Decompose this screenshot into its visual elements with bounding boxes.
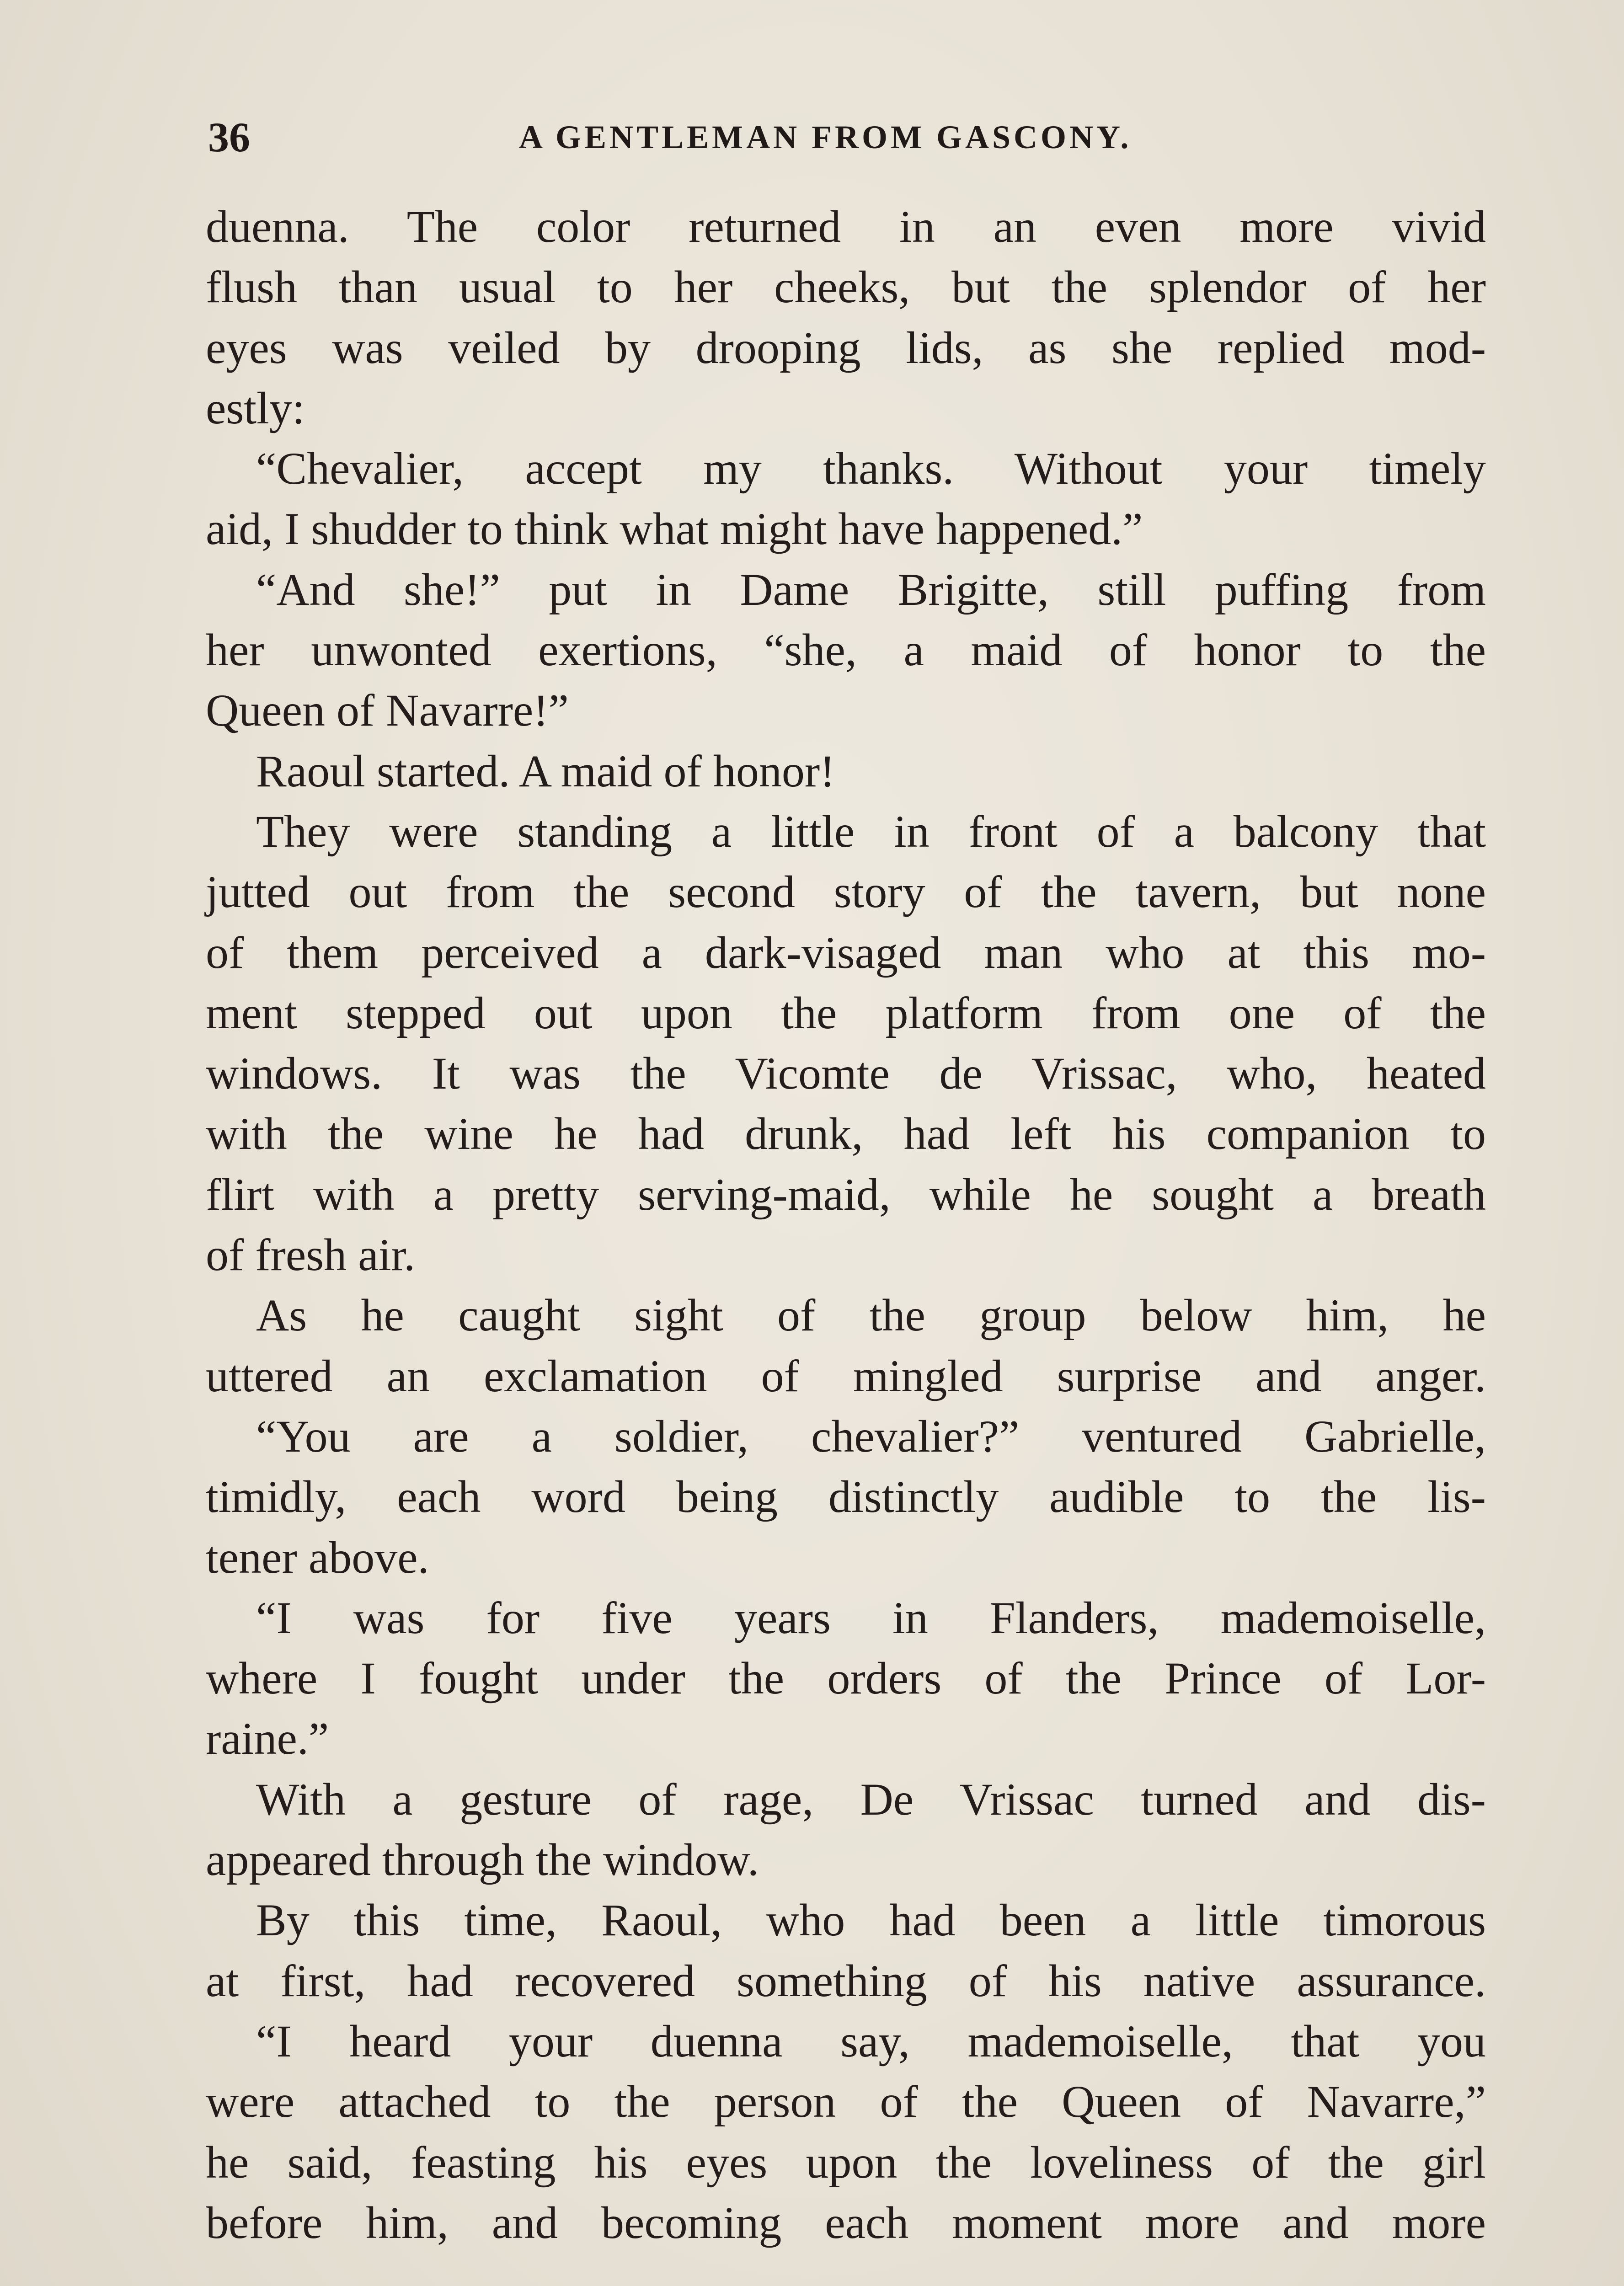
page-header — [208, 103, 1488, 171]
text-line: with the wine he had drunk, had left his companion to — [206, 1108, 1486, 1159]
text-line: flirt with a pretty serving-maid, while he sought a breath — [206, 1169, 1486, 1220]
text-line: By this time, Raoul, who had been a little timorous — [256, 1895, 1486, 1946]
text-line: estly: — [206, 382, 305, 433]
text-line: “You are a soldier, chevalier?” ventured Gabrielle, — [256, 1410, 1486, 1462]
text-line: Queen of Navarre!” — [206, 685, 569, 736]
text-line: “I was for five years in Flanders, mademoiselle, — [256, 1592, 1486, 1643]
text-line: “I heard your duenna say, mademoiselle, that you — [256, 2015, 1486, 2067]
running-head: A GENTLEMAN FROM GASCONY. — [519, 119, 1132, 155]
text-line: They were standing a little in front of a balcony that — [256, 806, 1486, 857]
text-line: eyes was veiled by drooping lids, as she replied mod- — [206, 322, 1486, 373]
text-line: aid, I shudder to think what might have happened.” — [206, 503, 1143, 555]
text-line: uttered an exclamation of mingled surprise and anger. — [206, 1350, 1486, 1401]
text-line: of fresh air. — [206, 1229, 416, 1281]
text-line: of them perceived a dark-visaged man who at this mo- — [206, 927, 1486, 978]
text-line: jutted out from the second story of the tavern, but none — [206, 866, 1486, 918]
text-line: Raoul started. A maid of honor! — [256, 745, 835, 796]
text-line: flush than usual to her cheeks, but the splendor of her — [206, 262, 1486, 313]
text-line: were attached to the person of the Queen of Navarre,” — [206, 2076, 1486, 2127]
text-line: he said, feasting his eyes upon the loveliness of the girl — [206, 2136, 1486, 2188]
text-line: tener above. — [206, 1532, 429, 1583]
text-line: her unwonted exertions, “she, a maid of honor to the — [206, 625, 1486, 676]
text-line: “And she!” put in Dame Brigitte, still puffing from — [256, 564, 1486, 615]
text-line: before him, and becoming each moment more and more — [206, 2197, 1486, 2248]
body-text — [206, 197, 1486, 2253]
text-line: duenna. The color returned in an even more vivid — [206, 201, 1486, 252]
text-line: at first, had recovered something of his native assurance. — [206, 1955, 1486, 2006]
text-line: ment stepped out upon the platform from one of the — [206, 987, 1486, 1038]
page-number: 36 — [208, 114, 250, 160]
text-line: timidly, each word being distinctly audible to the lis- — [206, 1471, 1486, 1522]
text-line: windows. It was the Vicomte de Vrissac, who, heated — [206, 1048, 1486, 1099]
text-line: raine.” — [206, 1713, 329, 1764]
text-line: With a gesture of rage, De Vrissac turned and dis- — [256, 1773, 1486, 1825]
text-line: where I fought under the orders of the Prince of Lor- — [206, 1653, 1486, 1704]
text-line: As he caught sight of the group below him, he — [256, 1290, 1486, 1341]
text-line: “Chevalier, accept my thanks. Without your timely — [256, 443, 1486, 494]
text-line: appeared through the window. — [206, 1834, 759, 1885]
